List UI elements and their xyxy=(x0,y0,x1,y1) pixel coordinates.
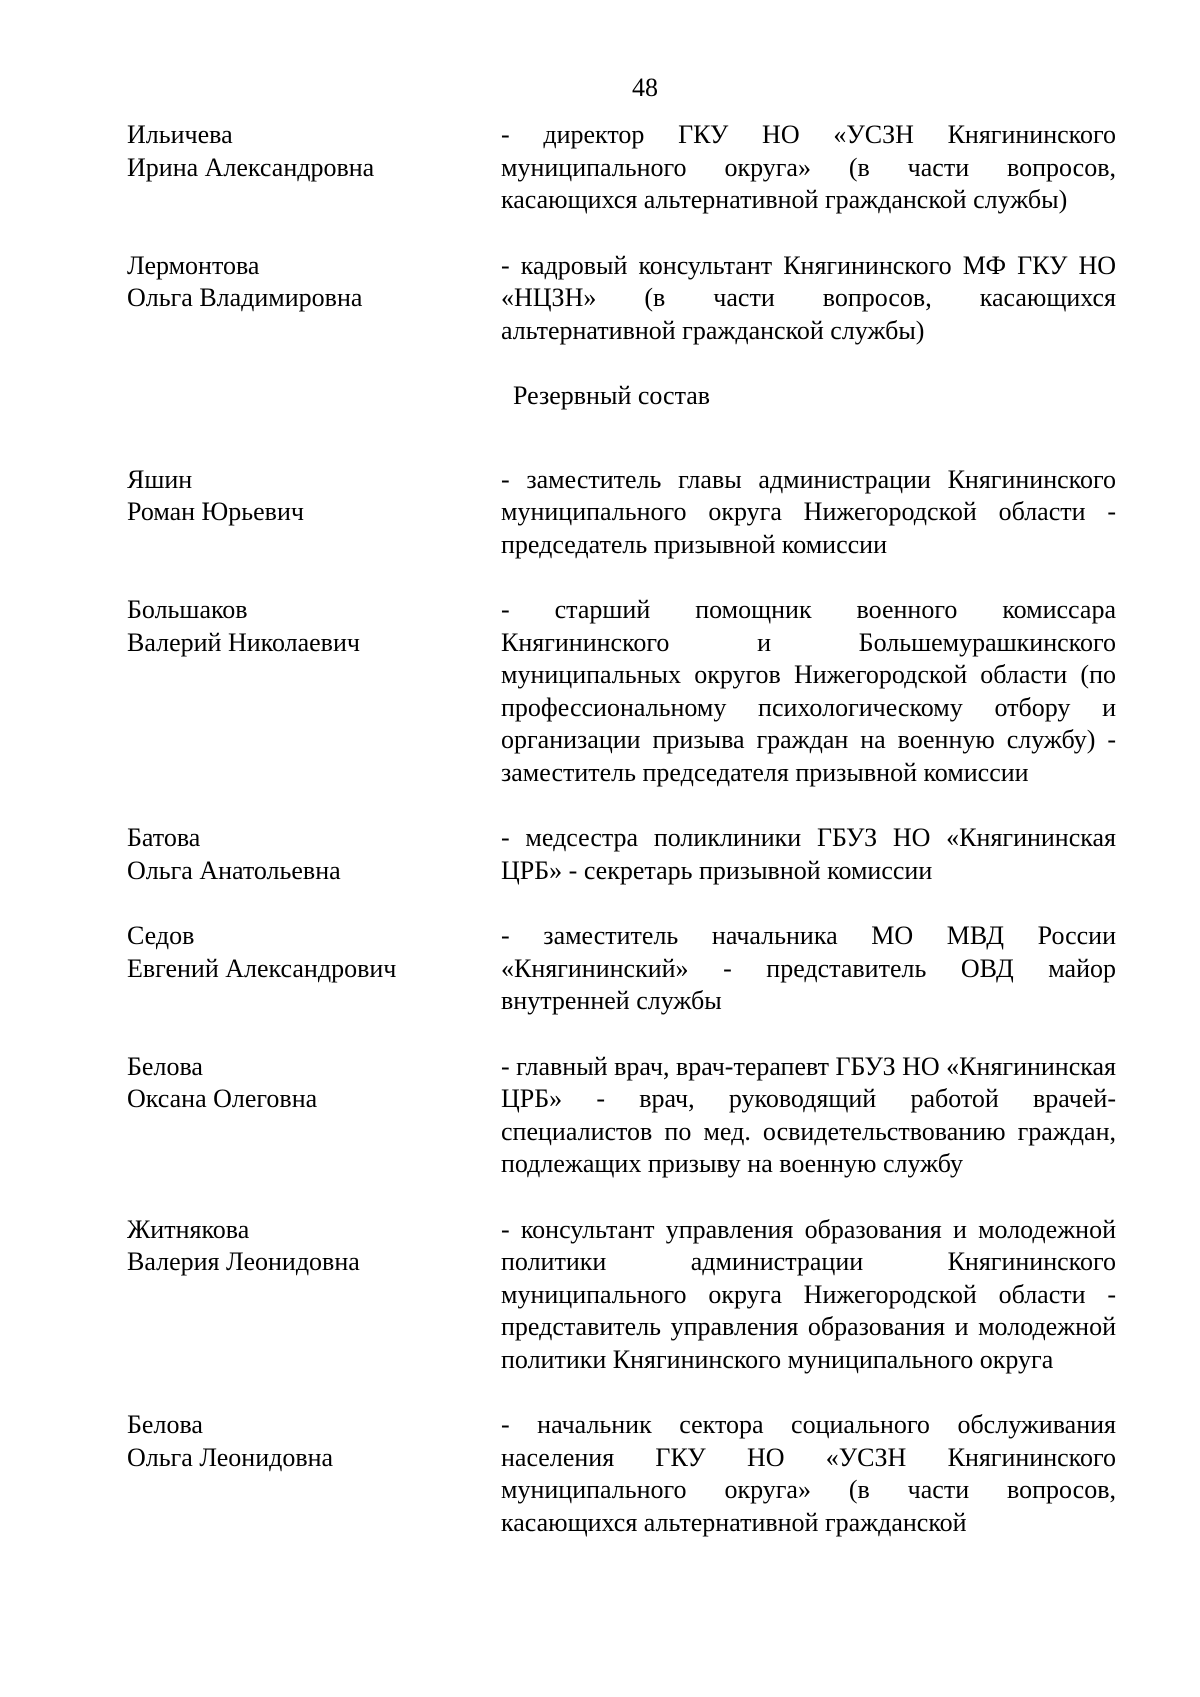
member-name xyxy=(127,1409,501,1539)
member-given-names: Валерий Николаевич xyxy=(127,627,360,657)
member-name xyxy=(127,119,501,217)
member-given-names: Ирина Александровна xyxy=(127,152,375,182)
member-name xyxy=(127,822,501,887)
member-role: - кадровый консультант Княгининского МФ ГКУ НО «НЦЗН» (в части вопросов, касающихся альтернативной гражданской службы) xyxy=(501,250,1116,345)
member-name xyxy=(127,464,501,562)
member-entry xyxy=(127,594,1117,789)
member-name xyxy=(127,1051,501,1181)
member-given-names: Роман Юрьевич xyxy=(127,497,304,526)
member-given-names: Ольга Леонидовна xyxy=(127,1442,334,1472)
member-given-names: Оксана Олеговна xyxy=(127,1084,318,1113)
member-surname: Большаков xyxy=(127,595,248,624)
member-entry xyxy=(127,822,1117,887)
member-role: - главный врач, врач-терапевт ГБУЗ НО «Княгининская ЦРБ» - врач, руководящий работой врачей-специалистов по мед. освидетельствованию граждан, подлежащих призыву на военную службу xyxy=(501,1051,1116,1178)
member-surname: Батова xyxy=(127,823,201,852)
member-entry xyxy=(127,1214,1117,1377)
member-given-names: Ольга Анатольевна xyxy=(127,855,341,885)
member-surname: Яшин xyxy=(127,464,193,494)
member-surname: Седов xyxy=(127,921,195,950)
member-role: - начальник сектора социального обслуживания населения ГКУ НО «УСЗН Княгининского муниципального округа» (в части вопросов, касающихся альтернативной гражданской xyxy=(501,1410,1116,1537)
member-role: - консультант управления образования и молодежной политики администрации Княгининского муниципального округа Нижегородской области - представитель управления образования и молодежной политики Княгининского муниципального округа xyxy=(501,1214,1116,1374)
member-role: - директор ГКУ НО «УСЗН Княгининского муниципального округа» (в части вопросов, касающихся альтернативной гражданской службы) xyxy=(501,120,1116,214)
member-surname: Житнякова xyxy=(127,1214,250,1244)
page-number: 48 xyxy=(632,73,658,102)
member-entry xyxy=(127,1409,1117,1539)
member-entry xyxy=(127,1051,1117,1181)
member-given-names: Валерия Леонидовна xyxy=(127,1247,360,1276)
member-given-names: Ольга Владимировна xyxy=(127,283,363,312)
member-role: - старший помощник военного комиссара Княгининского и Большемурашкинского муниципальных округов Нижегородской области (по профессиональному психологическому отбору и организации призыва граждан на военную службу) - заместитель председателя призывной комиссии xyxy=(501,595,1116,787)
member-name xyxy=(127,250,501,348)
member-entry xyxy=(127,920,1117,1018)
member-entry xyxy=(127,464,1117,562)
member-name xyxy=(127,1214,501,1377)
member-surname: Лермонтова xyxy=(127,250,260,280)
member-list xyxy=(127,119,1117,1572)
member-name xyxy=(127,594,501,789)
member-role: - заместитель начальника МО МВД России «Княгининский» - представитель ОВД майор внутренней службы xyxy=(501,921,1116,1015)
member-surname: Ильичева xyxy=(127,120,233,149)
member-entry xyxy=(127,250,1117,348)
reserve-section-heading: Резервный состав xyxy=(513,381,711,410)
member-surname: Белова xyxy=(127,1410,203,1439)
member-surname: Белова xyxy=(127,1051,203,1081)
member-given-names: Евгений Александрович xyxy=(127,953,397,983)
member-role: - заместитель главы администрации Княгининского муниципального округа Нижегородской области - председатель призывной комиссии xyxy=(501,464,1116,559)
member-role: - медсестра поликлиники ГБУЗ НО «Княгининская ЦРБ» - секретарь призывной комиссии xyxy=(501,823,1116,885)
member-entry xyxy=(127,119,1117,217)
member-name xyxy=(127,920,501,1018)
